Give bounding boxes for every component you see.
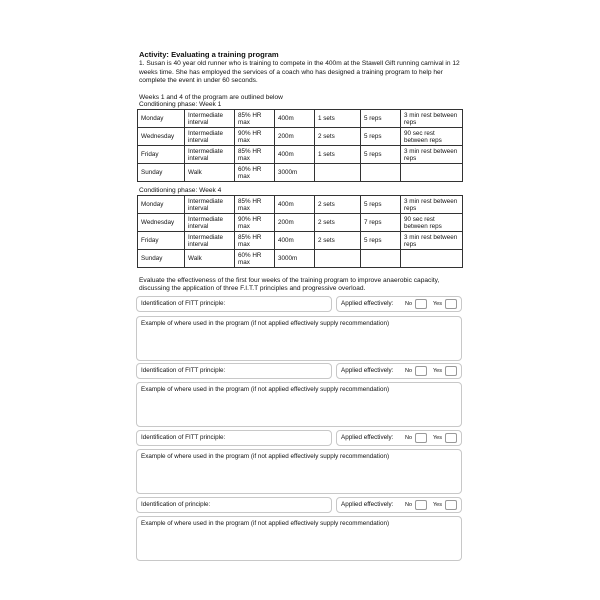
- table-cell: 90 sec rest between reps: [401, 128, 463, 146]
- applied-effectively-label: Applied effectively:: [341, 300, 394, 307]
- evaluate-instructions: Evaluate the effectiveness of the first four weeks of the training program to improve anaerobic capacity, discussing the application of three F.I.T.T principles and progressive overload.: [139, 277, 440, 292]
- table-cell: [315, 250, 361, 268]
- table-cell: 90 sec rest between reps: [401, 214, 463, 232]
- yes-label: Yes: [433, 368, 442, 374]
- intro-paragraph: 1. Susan is 40 year old runner who is training to compete in the 400m at the Stawell Gift running carnival in 12 weeks time. She has employed the services of a coach who has designed a training program to help her complete the event in under 60 seconds.: [139, 60, 460, 84]
- no-label: No: [405, 435, 413, 441]
- table-cell: 2 sets: [315, 232, 361, 250]
- table-cell: Sunday: [138, 250, 185, 268]
- table-cell: 5 reps: [361, 232, 401, 250]
- example-label: Example of where used in the program (if not applied effectively supply recommendation): [141, 386, 390, 393]
- yes-checkbox[interactable]: [445, 500, 457, 510]
- table-cell: [401, 250, 463, 268]
- no-checkbox[interactable]: [415, 433, 427, 443]
- week1-caption: Conditioning phase: Week 1: [139, 101, 222, 108]
- table-cell: [315, 164, 361, 182]
- yes-checkbox[interactable]: [445, 299, 457, 309]
- table-cell: Monday: [138, 196, 185, 214]
- table-cell: 200m: [275, 128, 315, 146]
- table-cell: Friday: [138, 146, 185, 164]
- example-label: Example of where used in the program (if not applied effectively supply recommendation): [141, 320, 390, 327]
- table-cell: 5 reps: [361, 196, 401, 214]
- table-row: [138, 110, 463, 128]
- table-cell: 85% HR max: [235, 232, 275, 250]
- table-cell: 400m: [275, 196, 315, 214]
- table-cell: 1 sets: [315, 146, 361, 164]
- table-cell: 3000m: [275, 250, 315, 268]
- table-cell: 7 reps: [361, 214, 401, 232]
- yes-label: Yes: [433, 502, 442, 508]
- yes-checkbox[interactable]: [445, 433, 457, 443]
- table-cell: 200m: [275, 214, 315, 232]
- no-label: No: [405, 502, 413, 508]
- table-cell: 85% HR max: [235, 110, 275, 128]
- table-cell: Friday: [138, 232, 185, 250]
- no-checkbox[interactable]: [415, 366, 427, 376]
- table-cell: Intermediate interval: [185, 232, 235, 250]
- table-cell: 3 min rest between reps: [401, 232, 463, 250]
- table-cell: Intermediate interval: [185, 214, 235, 232]
- no-label: No: [405, 301, 413, 307]
- example-label: Example of where used in the program (if not applied effectively supply recommendation): [141, 453, 390, 460]
- table-cell: 400m: [275, 146, 315, 164]
- activity-heading: Activity: Evaluating a training program: [139, 50, 279, 59]
- identification-label: Identification of FITT principle:: [141, 300, 226, 307]
- table-cell: 85% HR max: [235, 146, 275, 164]
- table-cell: Monday: [138, 110, 185, 128]
- table-cell: 90% HR max: [235, 128, 275, 146]
- table-cell: 5 reps: [361, 146, 401, 164]
- identification-label: Identification of principle:: [141, 501, 211, 508]
- table-cell: 5 reps: [361, 110, 401, 128]
- table-cell: [361, 164, 401, 182]
- table-cell: 400m: [275, 232, 315, 250]
- table-cell: [361, 250, 401, 268]
- table-cell: 60% HR max: [235, 164, 275, 182]
- table-cell: Wednesday: [138, 128, 185, 146]
- table-row: [138, 214, 463, 232]
- table-cell: 3 min rest between reps: [401, 146, 463, 164]
- table-cell: 2 sets: [315, 214, 361, 232]
- table-cell: 85% HR max: [235, 196, 275, 214]
- no-checkbox[interactable]: [415, 500, 427, 510]
- table-cell: 60% HR max: [235, 250, 275, 268]
- table-cell: 3 min rest between reps: [401, 196, 463, 214]
- week4-table: [137, 195, 463, 268]
- yes-checkbox[interactable]: [445, 366, 457, 376]
- yes-label: Yes: [433, 435, 442, 441]
- applied-effectively-label: Applied effectively:: [341, 501, 394, 508]
- table-cell: Intermediate interval: [185, 196, 235, 214]
- week4-caption: Conditioning phase: Week 4: [139, 187, 222, 194]
- table-cell: Intermediate interval: [185, 110, 235, 128]
- table-cell: Intermediate interval: [185, 146, 235, 164]
- table-cell: Wednesday: [138, 214, 185, 232]
- applied-effectively-label: Applied effectively:: [341, 434, 394, 441]
- table-cell: Walk: [185, 164, 235, 182]
- table-cell: 5 reps: [361, 128, 401, 146]
- applied-effectively-label: Applied effectively:: [341, 367, 394, 374]
- table-row: [138, 250, 463, 268]
- table-row: [138, 128, 463, 146]
- table-row: [138, 146, 463, 164]
- table-cell: 400m: [275, 110, 315, 128]
- identification-label: Identification of FITT principle:: [141, 434, 226, 441]
- table-cell: 3 min rest between reps: [401, 110, 463, 128]
- table-cell: [401, 164, 463, 182]
- table-cell: Sunday: [138, 164, 185, 182]
- table-row: [138, 232, 463, 250]
- table-cell: Walk: [185, 250, 235, 268]
- table-cell: Intermediate interval: [185, 128, 235, 146]
- table-cell: 2 sets: [315, 196, 361, 214]
- identification-label: Identification of FITT principle:: [141, 367, 226, 374]
- week1-table: [137, 109, 463, 182]
- example-label: Example of where used in the program (if not applied effectively supply recommendation): [141, 520, 390, 527]
- no-label: No: [405, 368, 413, 374]
- table-cell: 3000m: [275, 164, 315, 182]
- table-cell: 90% HR max: [235, 214, 275, 232]
- table-row: [138, 164, 463, 182]
- yes-label: Yes: [433, 301, 442, 307]
- table-cell: 2 sets: [315, 128, 361, 146]
- no-checkbox[interactable]: [415, 299, 427, 309]
- weeks-intro: Weeks 1 and 4 of the program are outlined below: [139, 94, 283, 101]
- table-row: [138, 196, 463, 214]
- table-cell: 1 sets: [315, 110, 361, 128]
